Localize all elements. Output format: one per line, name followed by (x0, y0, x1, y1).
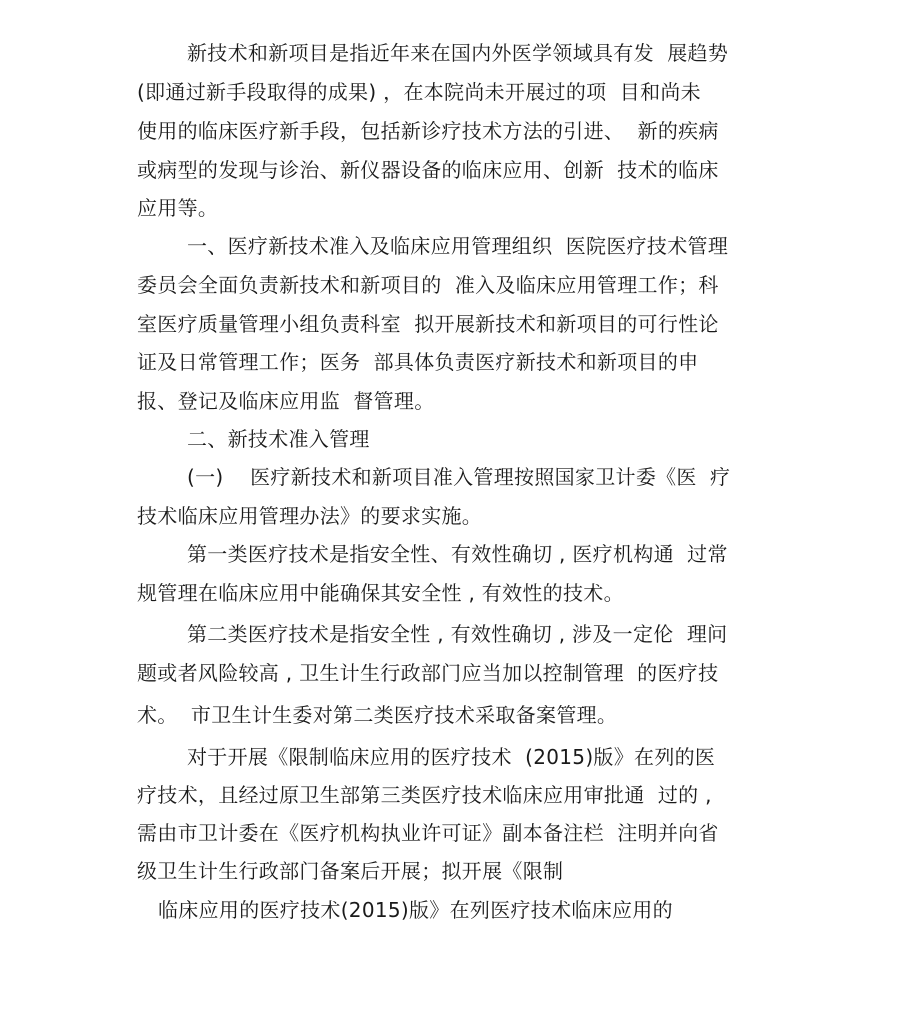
paragraph-line: 报、登记及临床应用监 督管理。 (137, 389, 435, 413)
paragraph-line: 使用的临床医疗新手段，包括新诊疗技术方法的引进、 新的疾病 (137, 119, 719, 143)
paragraph-line: 对于开展《限制临床应用的医疗技术 (2015)版》在列的医 (187, 745, 716, 769)
paragraph-line: 需由市卫计委在《医疗机构执业许可证》副本备注栏 注明并向省 (137, 821, 719, 845)
paragraph-line: 或病型的发现与诊治、新仪器设备的临床应用、创新 技术的临床 (137, 158, 719, 182)
paragraph-line: (即通过新手段取得的成果) ，在本院尚未开展过的项 目和尚未 (137, 80, 701, 104)
paragraph-line: 证及日常管理工作；医务 部具体负责医疗新技术和新项目的申 (137, 350, 699, 374)
paragraph-line: 临床应用的医疗技术(2015)版》在列医疗技术临床应用的 (158, 898, 673, 922)
paragraph-line: 第二类医疗技术是指安全性 , 有效性确切 , 涉及一定伦 理问 (187, 622, 728, 646)
paragraph-line: 术。 市卫生计生委对第二类医疗技术采取备案管理。 (137, 703, 618, 727)
paragraph-line: 室医疗质量管理小组负责科室 拟开展新技术和新项目的可行性论 (137, 312, 719, 336)
paragraph-line: 疗技术，且经过原卫生部第三类医疗技术临床应用审批通 过的 , (137, 783, 712, 807)
paragraph-line: 级卫生计生行政部门备案后开展；拟开展《限制 (137, 859, 564, 883)
paragraph-line: 一、医疗新技术准入及临床应用管理组织 医院医疗技术管理 (187, 234, 729, 258)
paragraph-line: 第一类医疗技术是指安全性、有效性确切 , 医疗机构通 过常 (187, 542, 728, 566)
paragraph-line: 应用等。 (137, 196, 219, 220)
section-heading: 二、新技术准入管理 (187, 427, 370, 451)
paragraph-line: 规管理在临床应用中能确保其安全性 , 有效性的技术。 (137, 581, 624, 605)
paragraph-line: 题或者风险较高 , 卫生计生行政部门应当加以控制管理 的医疗技 (137, 661, 719, 685)
paragraph-line: 新技术和新项目是指近年来在国内外医学领域具有发 展趋势 (187, 41, 729, 65)
paragraph-line: 技术临床应用管理办法》的要求实施。 (137, 504, 483, 528)
paragraph-line: (一) 医疗新技术和新项目准入管理按照国家卫计委《医 疗 (187, 465, 731, 489)
paragraph-line: 委员会全面负责新技术和新项目的 准入及临床应用管理工作；科 (137, 273, 719, 297)
